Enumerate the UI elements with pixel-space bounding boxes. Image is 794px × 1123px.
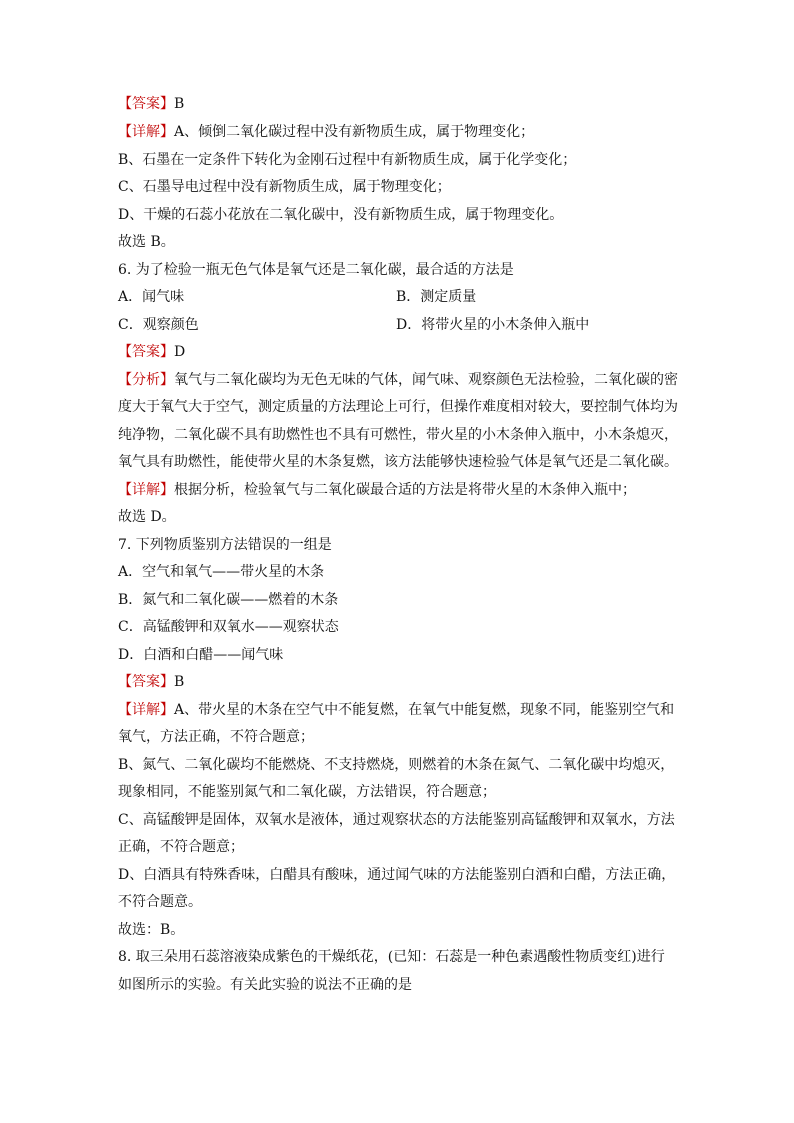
q7-stem: 7. 下列物质鉴别方法错误的一组是 (118, 537, 332, 553)
answer-value: B (174, 96, 185, 112)
q7-conclusion: 故选：B。 (118, 922, 185, 938)
q7-detail-8: 不符合题意。 (118, 894, 202, 910)
q5-detail-d: D、干燥的石蕊小花放在二氧化碳中，没有新物质生成，属于物理变化。 (118, 207, 564, 223)
q6-stem: 6. 为了检验一瓶无色气体是氧气还是二氧化碳，最合适的方法是 (118, 262, 514, 278)
detail-text: A、倾倒二氧化碳过程中没有新物质生成，属于物理变化； (174, 124, 535, 140)
q5-detail-c: C、石墨导电过程中没有新物质生成，属于物理变化； (118, 179, 451, 195)
q7-option-d: D．白酒和白醋——闻气味 (118, 647, 284, 663)
detail-tag: 【详解】 (118, 482, 174, 498)
analysis-text: 氧气与二氧化碳均为无色无味的气体，闻气味、观察颜色无法检验，二氧化碳的密 (174, 372, 678, 388)
q7-option-b: B．氮气和二氧化碳——燃着的木条 (118, 592, 339, 608)
answer-tag: 【答案】 (118, 344, 174, 360)
q6-option-d: D．将带火星的小木条伸入瓶中 (396, 317, 590, 333)
q7-detail-5: C、高锰酸钾是固体，双氧水是液体，通过观察状态的方法能鉴别高锰酸钾和双氧水，方法 (118, 812, 675, 828)
q6-analysis-3: 纯净物，二氧化碳不具有助燃性也不具有可燃性，带火星的小木条伸入瓶中，小木条熄灭， (118, 427, 678, 443)
q8-stem-1: 8. 取三朵用石蕊溶液染成紫色的干燥纸花，(已知：石蕊是一种色素遇酸性物质变红)进行 (118, 949, 665, 965)
detail-tag: 【详解】 (118, 124, 174, 140)
q7-detail-4: 现象相同，不能鉴别氮气和二氧化碳，方法错误，符合题意； (118, 784, 496, 800)
q6-answer-line (118, 343, 678, 361)
q7-detail-2: 氧气，方法正确，不符合题意； (118, 729, 314, 745)
answer-value: B (174, 674, 185, 690)
analysis-tag: 【分析】 (118, 372, 174, 388)
q5-answer-line (118, 95, 678, 113)
q5-detail-line (118, 123, 678, 141)
q7-detail-7: D、白酒具有特殊香味，白醋具有酸味，通过闻气味的方法能鉴别白酒和白醋，方法正确， (118, 867, 676, 883)
q6-analysis-2: 度大于氧气大于空气，测定质量的方法理论上可行，但操作难度相对较大，要控制气体均为 (118, 399, 678, 415)
q7-answer-line (118, 673, 678, 691)
q7-option-a: A．空气和氧气——带火星的木条 (118, 564, 325, 580)
q5-detail-b: B、石墨在一定条件下转化为金刚石过程中有新物质生成，属于化学变化； (118, 152, 577, 168)
q5-conclusion: 故选 B。 (118, 234, 175, 250)
q6-conclusion: 故选 D。 (118, 509, 176, 525)
q6-option-c: C．观察颜色 (118, 317, 199, 333)
detail-text: 根据分析，检验氧气与二氧化碳最合适的方法是将带火星的木条伸入瓶中； (174, 482, 636, 498)
q6-detail-line (118, 481, 678, 499)
q6-analysis-4: 氧气具有助燃性，能使带火星的木条复燃，该方法能够快速检验气体是氧气还是二氧化碳。 (118, 454, 678, 470)
q6-option-a: A．闻气味 (118, 289, 185, 305)
q6-option-b: B．测定质量 (396, 289, 477, 305)
answer-tag: 【答案】 (118, 96, 174, 112)
q8-stem-2: 如图所示的实验。有关此实验的说法不正确的是 (118, 977, 412, 993)
answer-tag: 【答案】 (118, 674, 174, 690)
q7-detail-3: B、氮气、二氧化碳均不能燃烧、不支持燃烧，则燃着的木条在氮气、二氧化碳中均熄灭， (118, 757, 675, 773)
q7-option-c: C．高锰酸钾和双氧水——观察状态 (118, 619, 339, 635)
q7-detail-6: 正确，不符合题意； (118, 839, 244, 855)
detail-tag: 【详解】 (118, 702, 174, 718)
detail-text: A、带火星的木条在空气中不能复燃，在氧气中能复燃，现象不同，能鉴别空气和 (174, 702, 675, 718)
q6-analysis-line (118, 371, 678, 389)
q7-detail-line (118, 701, 678, 719)
answer-value: D (174, 344, 186, 360)
